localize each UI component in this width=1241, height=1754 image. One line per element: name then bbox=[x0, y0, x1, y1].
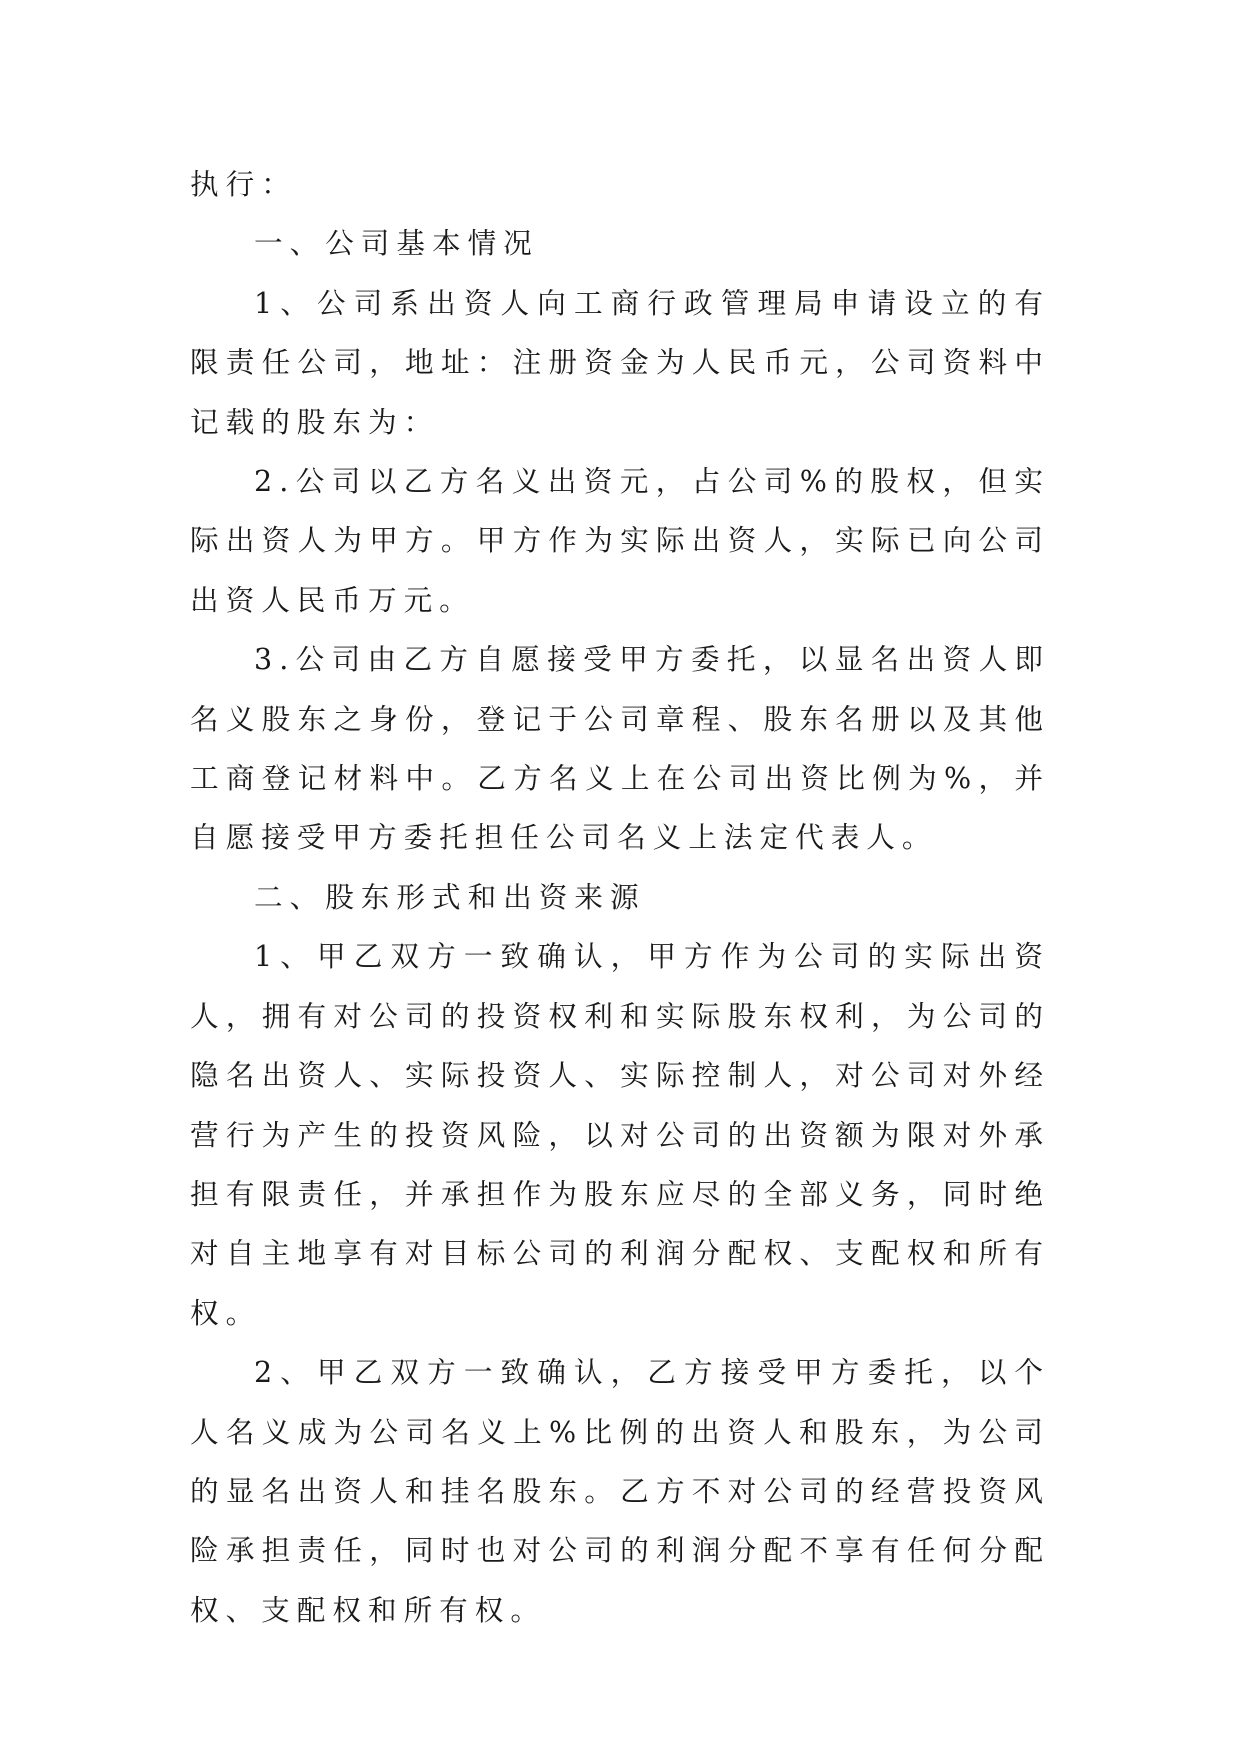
paragraph-clause-1-3: 3.公司由乙方自愿接受甲方委托，以显名出资人即名义股东之身份，登记于公司章程、股东名册以及其他工商登记材料中。乙方名义上在公司出资比例为%，并自愿接受甲方委托担任公司名义上法定代表人。 bbox=[190, 642, 1050, 855]
paragraph-clause-2-2: 2、甲乙双方一致确认，乙方接受甲方委托，以个人名义成为公司名义上%比例的出资人和股东，为公司的显名出资人和挂名股东。乙方不对公司的经营投资风险承担责任，同时也对公司的利润分配不享有任何分配权、支配权和所有权。 bbox=[190, 1355, 1050, 1627]
paragraph-clause-1-2: 2.公司以乙方名义出资元，占公司%的股权，但实际出资人为甲方。甲方作为实际出资人，实际已向公司出资人民币万元。 bbox=[190, 464, 1050, 617]
section-heading-shareholder-form: 二、股东形式和出资来源 bbox=[254, 879, 646, 914]
paragraph-clause-2-1: 1、甲乙双方一致确认，甲方作为公司的实际出资人，拥有对公司的投资权利和实际股东权利，为公司的隐名出资人、实际投资人、实际控制人，对公司对外经营行为产生的投资风险，以对公司的出资额为限对外承担有限责任，并承担作为股东应尽的全部义务，同时绝对自主地享有对目标公司的利润分配权、支配权和所有权。 bbox=[190, 939, 1050, 1330]
paragraph-opening: 执行： bbox=[190, 167, 297, 201]
section-heading-company-basics: 一、公司基本情况 bbox=[254, 226, 539, 261]
document-page bbox=[190, 155, 1050, 1640]
paragraph-clause-1-1: 1、公司系出资人向工商行政管理局申请设立的有限责任公司，地址：注册资金为人民币元，公司资料中记载的股东为： bbox=[190, 285, 1050, 439]
